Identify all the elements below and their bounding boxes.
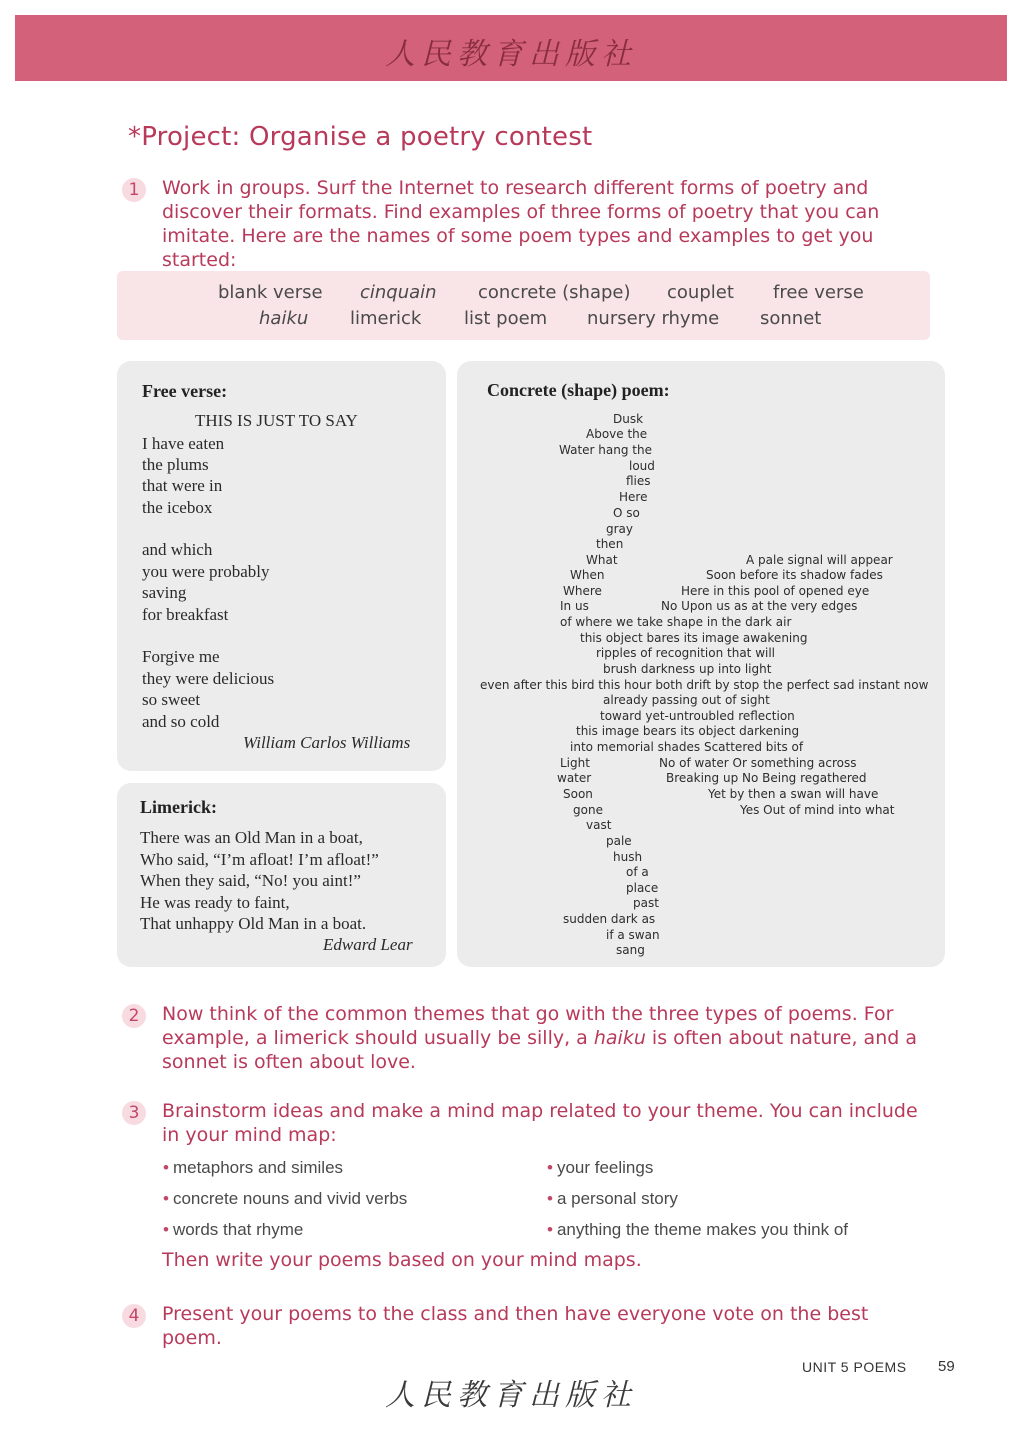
poem-line: Forgive me <box>142 647 220 666</box>
task-1 <box>122 176 932 272</box>
concrete-heading: Concrete (shape) poem: <box>487 380 670 400</box>
poem-line: saving <box>142 583 187 602</box>
shape-poem-line: if a swan <box>606 928 660 942</box>
poem-line: for breakfast <box>142 605 229 624</box>
poem-line: the plums <box>142 455 209 474</box>
shape-poem-line: Soon <box>563 787 593 801</box>
poem-line: so sweet <box>142 690 201 709</box>
poem-line: There was an Old Man in a boat, <box>140 828 363 847</box>
task-3 <box>122 1099 932 1147</box>
shape-poem-line: ripples of recognition that will <box>596 646 776 660</box>
shape-poem-line: Soon before its shadow fades <box>706 568 883 582</box>
shape-poem-line: In us <box>560 599 589 613</box>
footer-publisher-logo: 人民教育出版社 <box>385 1378 637 1413</box>
poem-type: limerick <box>350 308 422 329</box>
poem-type: concrete (shape) <box>478 282 631 303</box>
footer-unit-label: UNIT 5 POEMS <box>802 1359 907 1375</box>
page-number: 59 <box>938 1358 955 1375</box>
poem-type: blank verse <box>218 282 323 303</box>
shape-poem-line: vast <box>586 818 612 832</box>
poem-line: they were delicious <box>142 669 275 688</box>
shape-poem-line: this image bears its object darkening <box>576 724 800 738</box>
shape-poem-line: sang <box>616 943 645 957</box>
free-verse-heading: Free verse: <box>142 381 228 401</box>
header-band <box>15 15 1007 81</box>
shape-poem-line: Water hang the <box>559 443 652 457</box>
poem-line: the icebox <box>142 498 213 517</box>
free-verse-panel <box>117 361 446 771</box>
task-4 <box>122 1302 932 1350</box>
shape-poem-line: even after this bird this hour both drift by stop the perfect sad instant now <box>480 678 929 692</box>
shape-poem-line: of where we take shape in the dark air <box>560 615 792 629</box>
poem-type: haiku <box>259 308 309 329</box>
shape-poem-line: sudden dark as <box>563 912 656 926</box>
shape-poem-line: Breaking up No Being regathered <box>666 771 867 785</box>
shape-poem-line: Light <box>560 756 590 770</box>
shape-poem-line: Here in this pool of opened eye <box>681 584 870 598</box>
followup-text: Then write your poems based on your mind maps. <box>162 1249 642 1271</box>
task-number: 4 <box>122 1304 146 1328</box>
shape-poem-line: into memorial shades Scattered bits of <box>570 740 804 754</box>
shape-poem-line: past <box>633 896 659 910</box>
poem-line: and so cold <box>142 712 220 731</box>
concrete-poem-panel <box>457 361 945 967</box>
project-title: *Project: Organise a poetry contest <box>128 122 593 152</box>
shape-poem-line: hush <box>613 850 643 864</box>
task-number: 1 <box>122 178 146 202</box>
poem-type: couplet <box>667 282 734 303</box>
poem-type: cinquain <box>360 282 437 303</box>
poem-author: Edward Lear <box>323 935 413 954</box>
shape-poem-line: then <box>596 537 624 551</box>
poem-line: Who said, “I’m afloat! I’m afloat!” <box>140 850 379 869</box>
shape-poem-line: flies <box>626 474 651 488</box>
poem-line: He was ready to faint, <box>140 893 290 912</box>
poem-title: THIS IS JUST TO SAY <box>195 411 358 430</box>
task-text: Present your poems to the class and then have everyone vote on the best poem. <box>162 1303 869 1349</box>
poem-author: William Carlos Williams <box>243 733 411 752</box>
shape-poem-line: place <box>626 881 659 895</box>
poem-line: I have eaten <box>142 434 225 453</box>
publisher-logo: 人民教育出版社 <box>385 37 637 72</box>
task-number: 2 <box>122 1004 146 1028</box>
mind-map-item: • concrete nouns and vivid verbs <box>163 1189 408 1208</box>
mind-map-item: • words that rhyme <box>163 1220 304 1239</box>
poem-types-box <box>117 271 930 340</box>
mind-map-item: • a personal story <box>547 1189 678 1208</box>
shape-poem-line: Above the <box>586 427 648 441</box>
shape-poem-line: Here <box>619 490 648 504</box>
shape-poem-line: Dusk <box>613 412 644 426</box>
task-number: 3 <box>122 1101 146 1125</box>
shape-poem-line: Yet by then a swan will have <box>708 787 879 801</box>
mind-map-item: • your feelings <box>547 1158 654 1177</box>
shape-poem-line: of a <box>626 865 649 879</box>
task-text <box>162 1002 932 1074</box>
poem-line: That unhappy Old Man in a boat. <box>140 914 367 933</box>
task-text-italic: haiku <box>593 1027 646 1049</box>
shape-poem-line: already passing out of sight <box>603 693 770 707</box>
shape-poem-line: toward yet-untroubled reflection <box>600 709 795 723</box>
shape-poem-line: O so <box>613 506 640 520</box>
shape-poem-line: brush darkness up into light <box>603 662 772 676</box>
poem-type: nursery rhyme <box>587 308 720 329</box>
shape-poem-line: this object bares its image awakening <box>580 631 808 645</box>
poem-type: sonnet <box>760 308 822 329</box>
poem-line: you were probably <box>142 562 270 581</box>
poem-type: free verse <box>773 282 864 303</box>
shape-poem-line: gray <box>606 522 634 536</box>
shape-poem-line: pale <box>606 834 632 848</box>
limerick-heading: Limerick: <box>140 797 217 817</box>
shape-poem-line: No Upon us as at the very edges <box>661 599 858 613</box>
shape-poem-line: loud <box>629 459 655 473</box>
limerick-panel <box>117 783 446 967</box>
task-text-part: Now think of the common themes that go with the three types of poems. For example, a limerick should usually be silly, a <box>162 1003 894 1049</box>
shape-poem-line: gone <box>573 803 603 817</box>
poem-line: When they said, “No! you aint!” <box>140 871 361 890</box>
shape-poem-line: Where <box>563 584 602 598</box>
mind-map-item: • metaphors and similes <box>163 1158 344 1177</box>
task-text: Work in groups. Surf the Internet to research different forms of poetry and discover their formats. Find examples of three forms of poetry that you can imitate. Here are the names of some poem types and examples to get you started: <box>162 177 880 271</box>
task-2 <box>122 1002 932 1074</box>
mind-map-item: • anything the theme makes you think of <box>547 1220 849 1239</box>
shape-poem-line: What <box>586 553 618 567</box>
poem-line: and which <box>142 540 213 559</box>
poem-line: that were in <box>142 476 223 495</box>
task-text-part: is often about nature, and a sonnet is often about love. <box>162 1027 917 1073</box>
shape-poem-line: A pale signal will appear <box>746 553 893 567</box>
task-text: Brainstorm ideas and make a mind map related to your theme. You can include in your mind map: <box>162 1100 918 1146</box>
shape-poem-line: Yes Out of mind into what <box>740 803 895 817</box>
shape-poem-line: When <box>570 568 605 582</box>
poem-type: list poem <box>464 308 548 329</box>
shape-poem-line: water <box>557 771 592 785</box>
shape-poem-line: No of water Or something across <box>659 756 857 770</box>
